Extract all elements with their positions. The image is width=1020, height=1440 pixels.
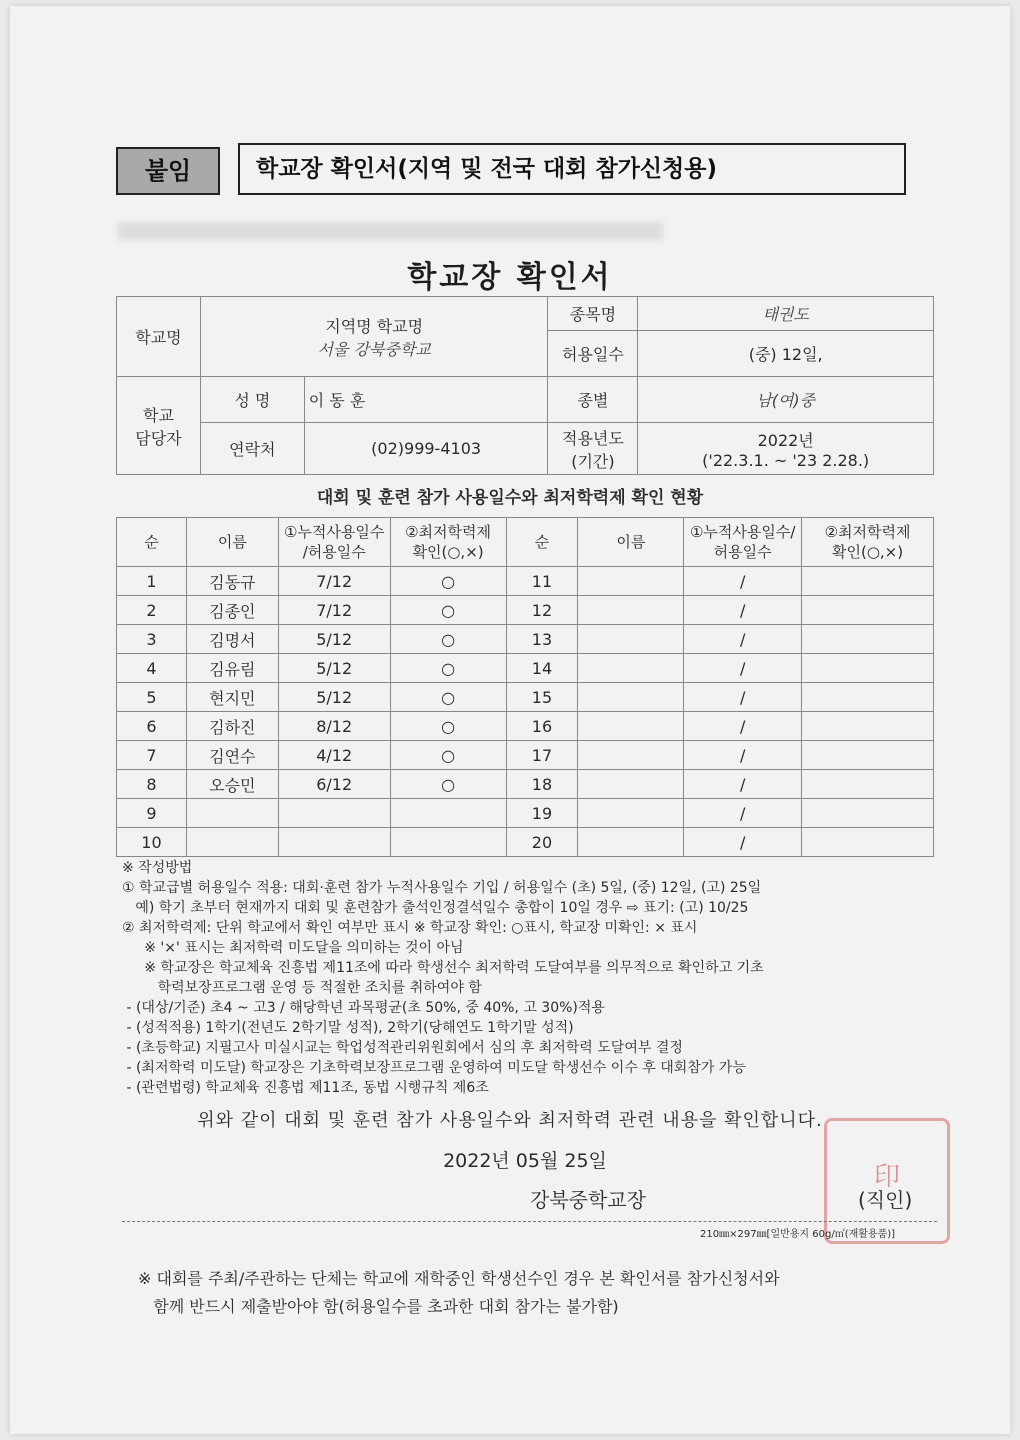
academic-check (802, 654, 934, 683)
row-number: 8 (117, 770, 187, 799)
event-value: 태권도 (638, 297, 934, 331)
academic-check (802, 828, 934, 857)
instruction-line: - (초등학교) 지필고사 미실시교는 학업성적관리위원회에서 심의 후 최저학력 도달여부 결정 (122, 1040, 683, 1056)
note-line: ※ 대회를 주최/주관하는 단체는 학교에 재학중인 학생선수인 경우 본 확인서를 참가신청서와 (138, 1269, 780, 1288)
instruction-line: ② 최저학력제: 단위 학교에서 확인 여부만 표시 ※ 학교장 확인: ○표시, 학교장 미확인: × 표시 (122, 920, 698, 936)
row-number: 9 (117, 799, 187, 828)
instruction-line: - (최저학력 미도달) 학교장은 기초학력보장프로그램 운영하여 미도달 학생선수 이수 후 대회참가 가능 (122, 1060, 746, 1076)
days-label: 허용일수 (548, 331, 638, 377)
instruction-line: 학력보장프로그램 운영 등 적절한 조치를 취하여야 함 (122, 980, 482, 996)
row-number: 4 (117, 654, 187, 683)
document-heading: 학교장 확인서(지역 및 전국 대회 참가신청용) (238, 143, 906, 195)
divider (122, 1221, 937, 1222)
event-label: 종목명 (548, 297, 638, 331)
days-value: (중) 12일, (638, 331, 934, 377)
column-header: 이름 (578, 518, 684, 567)
row-number: 11 (506, 567, 578, 596)
usage-days: / (684, 567, 802, 596)
table-row (117, 625, 934, 654)
usage-days: 7/12 (278, 567, 390, 596)
year-cell (638, 423, 934, 475)
usage-days: 5/12 (278, 654, 390, 683)
row-number: 14 (506, 654, 578, 683)
column-header: ②최저학력제 확인(○,×) (802, 518, 934, 567)
academic-check: ○ (390, 654, 506, 683)
academic-check: ○ (390, 625, 506, 654)
student-name: 김동규 (186, 567, 278, 596)
principal-name: 강북중학교장 (530, 1188, 646, 1212)
row-number: 16 (506, 712, 578, 741)
student-name: 오승민 (186, 770, 278, 799)
academic-check: ○ (390, 741, 506, 770)
row-number: 15 (506, 683, 578, 712)
note-line: 함께 반드시 제출받아야 함(허용일수를 초과한 대회 참가는 불가함) (138, 1297, 619, 1316)
row-number: 12 (506, 596, 578, 625)
row-number: 7 (117, 741, 187, 770)
instruction-line: - (성적적용) 1학기(전년도 2학기말 성적), 2학기(당해연도 1학기말 성적) (122, 1020, 574, 1036)
academic-check (802, 799, 934, 828)
table-row (117, 741, 934, 770)
attachment-tag: 붙임 (116, 147, 220, 195)
usage-days: 5/12 (278, 625, 390, 654)
row-number: 17 (506, 741, 578, 770)
instructions (122, 858, 937, 1098)
student-name (578, 799, 684, 828)
row-number: 3 (117, 625, 187, 654)
student-name (578, 625, 684, 654)
student-name: 현지민 (186, 683, 278, 712)
academic-check: ○ (390, 770, 506, 799)
academic-check (802, 683, 934, 712)
usage-days: / (684, 741, 802, 770)
table-row (117, 567, 934, 596)
academic-check (390, 799, 506, 828)
staff-label: 학교 담당자 (117, 377, 201, 475)
instruction-line: 예) 학기 초부터 현재까지 대회 및 훈련참가 출석인정결석일수 총합이 10일 경우 ⇨ 표기: (고) 10/25 (122, 900, 749, 916)
usage-days: / (684, 770, 802, 799)
student-name (578, 741, 684, 770)
usage-days: / (684, 596, 802, 625)
school-name: 서울 강북중학교 (317, 339, 431, 359)
usage-days: 5/12 (278, 683, 390, 712)
usage-days: 6/12 (278, 770, 390, 799)
row-number: 20 (506, 828, 578, 857)
usage-days: / (684, 712, 802, 741)
contact-label: 연락처 (200, 423, 304, 475)
column-header: 순 (117, 518, 187, 567)
table-row (117, 596, 934, 625)
name-value: 이 동 훈 (304, 377, 548, 423)
academic-check: ○ (390, 567, 506, 596)
student-name: 김명서 (186, 625, 278, 654)
academic-check: ○ (390, 712, 506, 741)
row-number: 6 (117, 712, 187, 741)
row-number: 5 (117, 683, 187, 712)
redacted-line (118, 222, 663, 240)
academic-check (802, 741, 934, 770)
usage-days (278, 799, 390, 828)
contact-value: (02)999-4103 (304, 423, 548, 475)
student-name (186, 799, 278, 828)
usage-days: / (684, 799, 802, 828)
table-row (117, 828, 934, 857)
year-value: 2022년 (757, 430, 814, 450)
school-label: 학교명 (117, 297, 201, 377)
academic-check (802, 567, 934, 596)
academic-check (802, 596, 934, 625)
table-row (117, 770, 934, 799)
usage-days (278, 828, 390, 857)
student-name (578, 596, 684, 625)
section-title: 대회 및 훈련 참가 사용일수와 최저학력제 확인 현황 (316, 488, 704, 508)
row-number: 13 (506, 625, 578, 654)
instruction-line: - (관련법령) 학교체육 진흥법 제11조, 동법 시행규칙 제6조 (122, 1080, 489, 1096)
row-number: 18 (506, 770, 578, 799)
usage-table (116, 517, 934, 857)
year-label: 적용년도 (기간) (548, 423, 638, 475)
instruction-line: ① 학교급별 허용일수 적용: 대회·훈련 참가 누적사용일수 기입 / 허용일수 (초) 5일, (중) 12일, (고) 25일 (122, 880, 762, 896)
academic-check: ○ (390, 683, 506, 712)
usage-days: 7/12 (278, 596, 390, 625)
confirmation-text: 위와 같이 대회 및 훈련 참가 사용일수와 최저학력 관련 내용을 확인합니다. (197, 1110, 823, 1131)
student-name (578, 770, 684, 799)
table-row (117, 683, 934, 712)
school-cell (200, 297, 548, 377)
column-header: 이름 (186, 518, 278, 567)
student-name (578, 654, 684, 683)
table-header-row (117, 518, 934, 567)
school-hint: 지역명 학교명 (325, 316, 424, 336)
student-name: 김연수 (186, 741, 278, 770)
student-name (578, 712, 684, 741)
seal-label: (직인) (858, 1188, 913, 1212)
row-number: 19 (506, 799, 578, 828)
info-table (116, 296, 934, 475)
student-name (186, 828, 278, 857)
row-number: 10 (117, 828, 187, 857)
name-label: 성 명 (200, 377, 304, 423)
table-row (117, 799, 934, 828)
issue-date: 2022년 05월 25일 (443, 1150, 607, 1172)
student-name: 김종인 (186, 596, 278, 625)
academic-check (390, 828, 506, 857)
usage-days: 4/12 (278, 741, 390, 770)
row-number: 2 (117, 596, 187, 625)
student-name (578, 828, 684, 857)
page-title: 학교장 확인서 (407, 260, 613, 295)
academic-check (802, 625, 934, 654)
instruction-line: ※ 학교장은 학교체육 진흥법 제11조에 따라 학생선수 최저학력 도달여부를 의무적으로 확인하고 기초 (122, 960, 764, 976)
student-name (578, 567, 684, 596)
column-header: ②최저학력제 확인(○,×) (390, 518, 506, 567)
gender-value: 남(여)중 (638, 377, 934, 423)
column-header: ①누적사용일수/ 허용일수 (684, 518, 802, 567)
gender-label: 종별 (548, 377, 638, 423)
column-header: ①누적사용일수 /허용일수 (278, 518, 390, 567)
usage-days: / (684, 828, 802, 857)
instruction-line: ※ '×' 표시는 최저학력 미도달을 의미하는 것이 아님 (122, 940, 464, 956)
academic-check: ○ (390, 596, 506, 625)
usage-days: / (684, 654, 802, 683)
student-name: 김하진 (186, 712, 278, 741)
table-row (117, 712, 934, 741)
row-number: 1 (117, 567, 187, 596)
academic-check (802, 712, 934, 741)
submission-note (138, 1265, 918, 1321)
academic-check (802, 770, 934, 799)
instruction-line: - (대상/기준) 초4 ~ 고3 / 해당학년 과목평균(초 50%, 중 40%, 고 30%)적용 (122, 1000, 605, 1016)
usage-days: 8/12 (278, 712, 390, 741)
table-row (117, 654, 934, 683)
usage-days: / (684, 683, 802, 712)
student-name: 김유림 (186, 654, 278, 683)
period-value: ('22.3.1. ~ '23 2.28.) (702, 450, 870, 470)
paper-spec: 210㎜×297㎜[일반용지 60g/㎡(재활용품)] (700, 1229, 896, 1240)
instruction-line: ※ 작성방법 (122, 860, 193, 876)
column-header: 순 (506, 518, 578, 567)
usage-days: / (684, 625, 802, 654)
official-seal-stamp: 印 (824, 1118, 950, 1244)
student-name (578, 683, 684, 712)
